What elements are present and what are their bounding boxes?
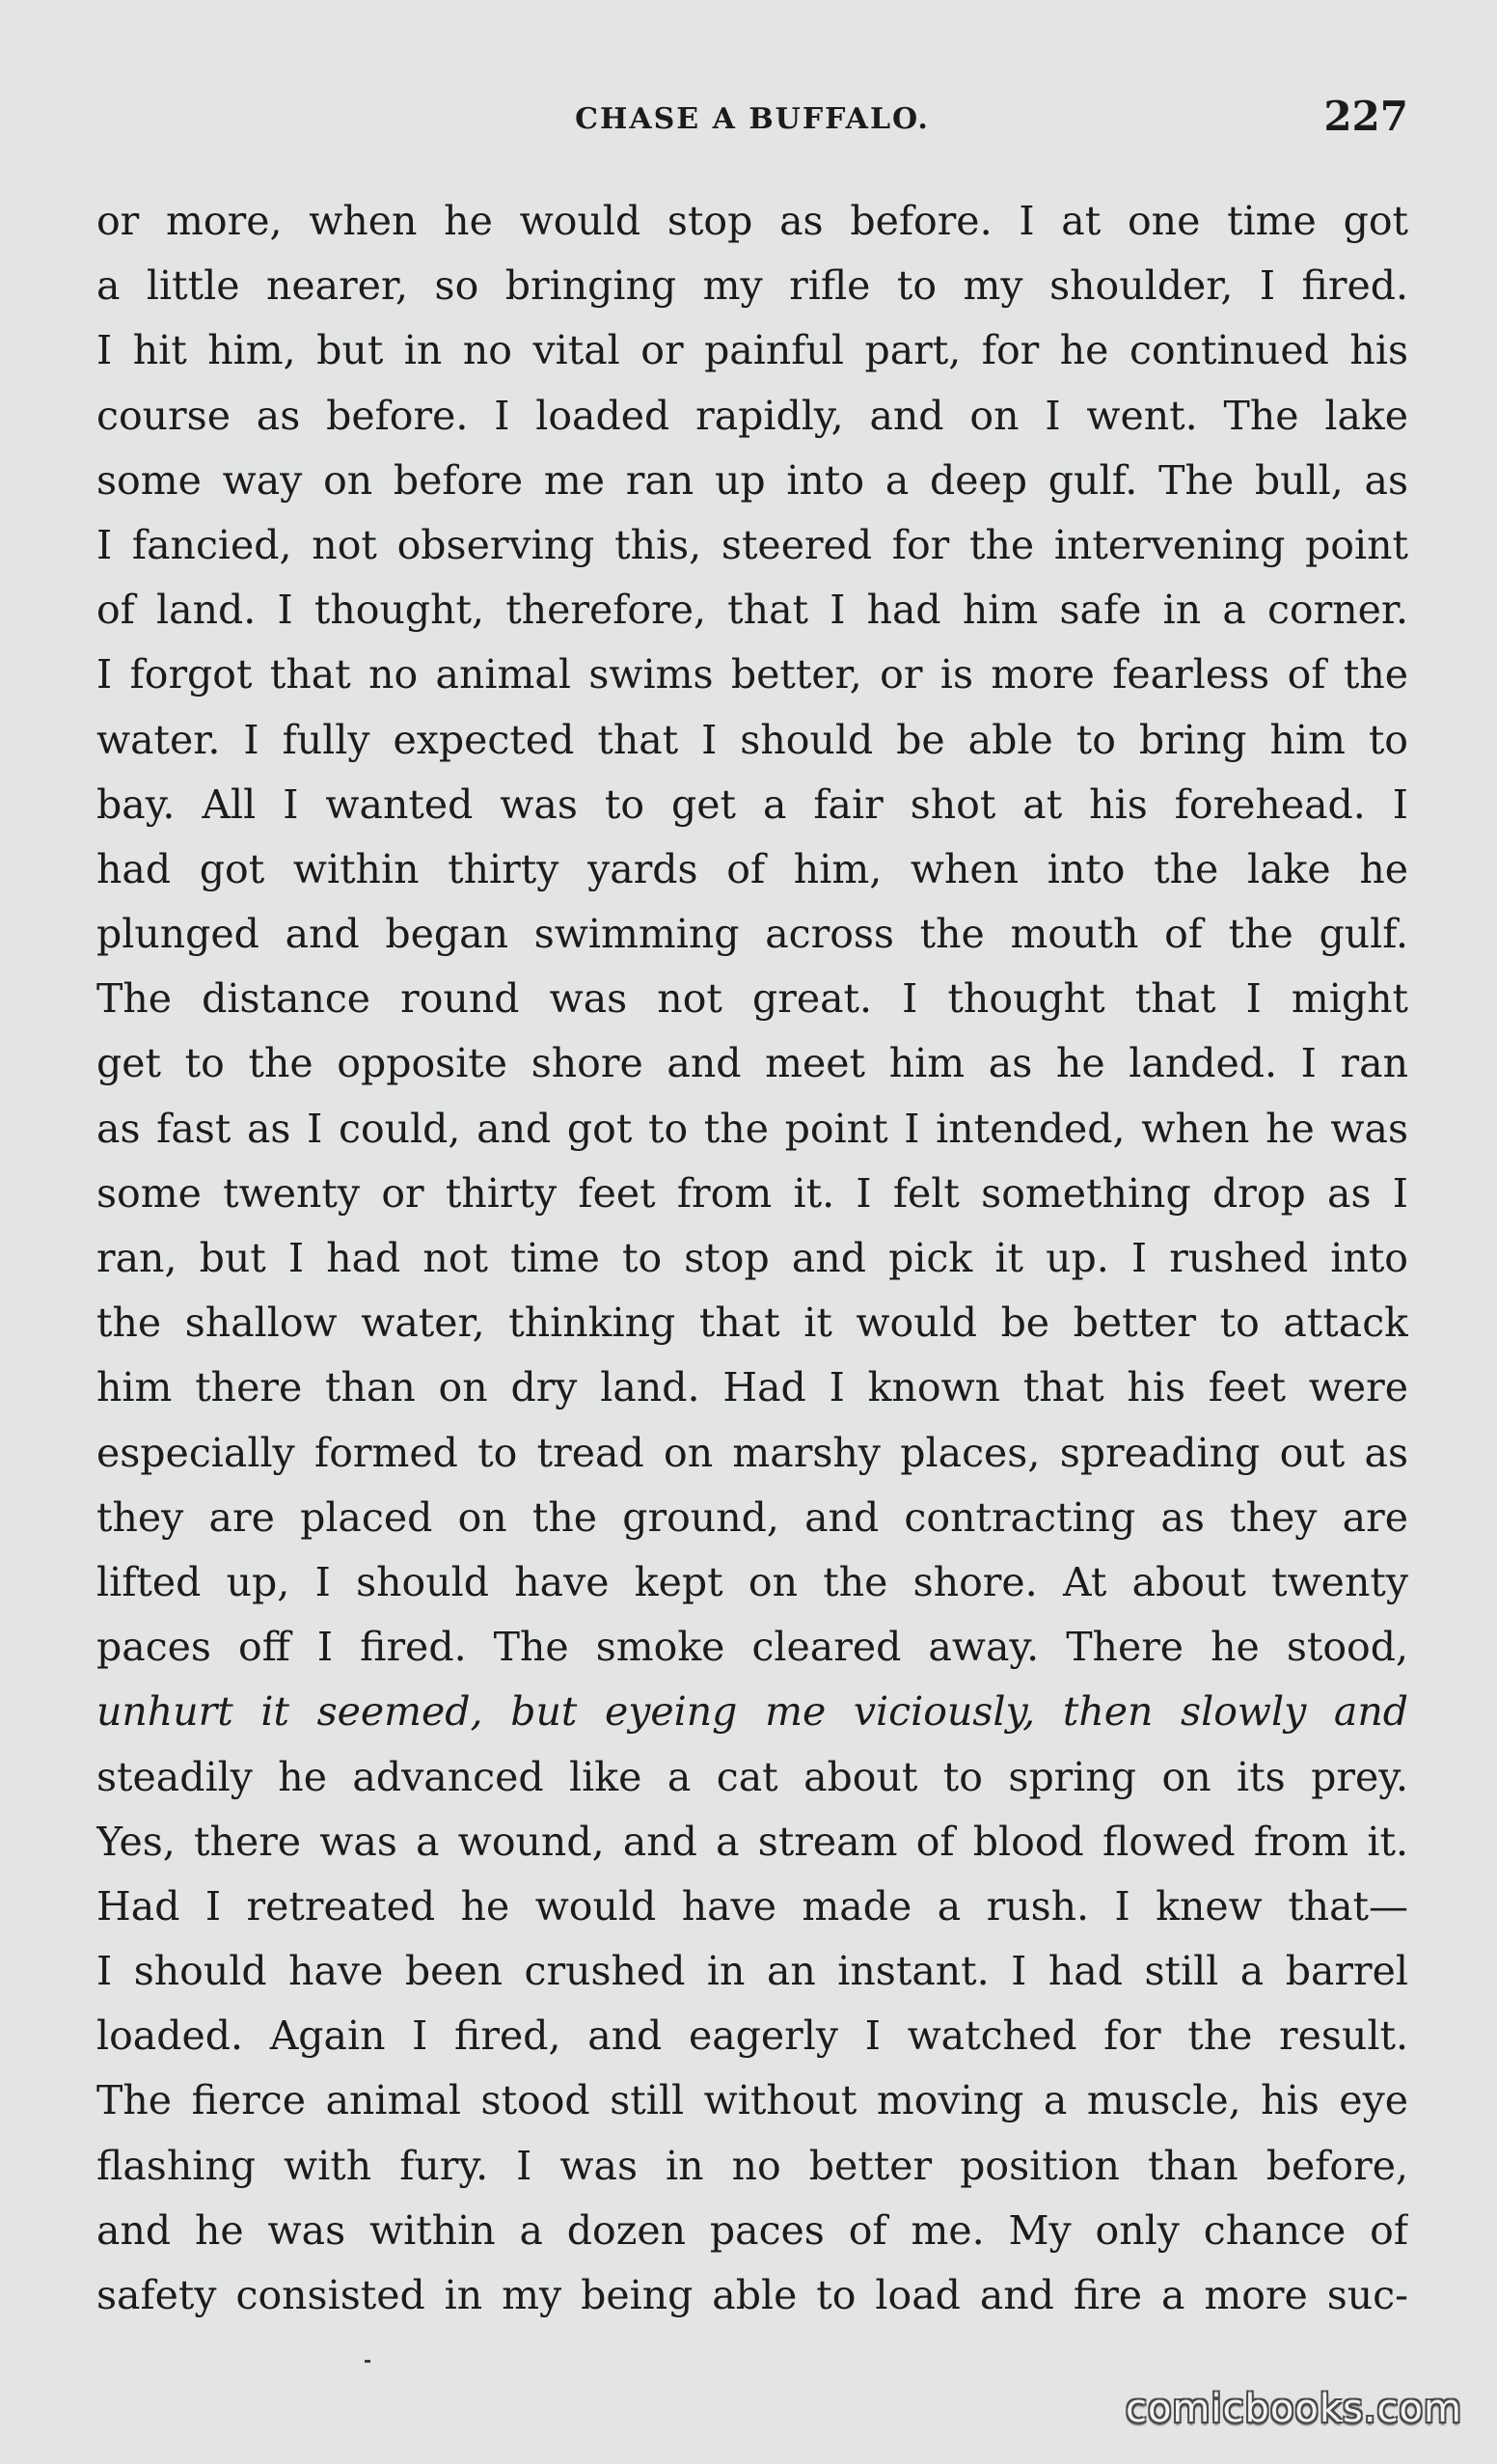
text-line: I hit him, but in no vital or painful part, for he continued his (96, 327, 1408, 374)
text-line: loaded. Again I fired, and eagerly I watched for the result. (96, 2012, 1408, 2060)
running-title: CHASE A BUFFALO. (575, 102, 930, 136)
text-line: safety consisted in my being able to load and fire a more suc- (96, 2272, 1408, 2318)
text-line: bay. All I wanted was to get a fair shot at his forehead. I (96, 780, 1408, 828)
text-line: him there than on dry land. Had I known that his feet were (96, 1364, 1408, 1411)
text-line: some twenty or thirty feet from it. I felt something drop as I (96, 1169, 1408, 1217)
text-line: had got within thirty yards of him, when into the lake he (96, 845, 1408, 892)
watermark: comicbooks.com (1125, 2387, 1462, 2431)
text-line: unhurt it seemed, but eyeing me viciously, then slowly and (96, 1688, 1408, 1736)
text-line: steadily he advanced like a cat about to spring on its prey. (96, 1753, 1408, 1800)
text-line: and he was within a dozen paces of me. My only chance of (96, 2206, 1408, 2254)
text-line: The distance round was not great. I thought that I might (96, 975, 1408, 1023)
text-line: get to the opposite shore and meet him as he landed. I ran (96, 1040, 1408, 1087)
text-line: I forgot that no animal swims better, or is more fearless of the (96, 651, 1408, 698)
print-speck (365, 2360, 370, 2363)
body-text (96, 189, 1408, 2328)
text-line: ran, but I had not time to stop and pick it up. I rushed into (96, 1235, 1408, 1281)
text-line: lifted up, I should have kept on the shore. At about twenty (96, 1558, 1408, 1605)
text-line: some way on before me ran up into a deep gulf. The bull, as (96, 456, 1408, 504)
text-line: Yes, there was a wound, and a stream of blood flowed from it. (96, 1818, 1408, 1865)
text-line: the shallow water, thinking that it would be better to attack (96, 1300, 1408, 1347)
running-head (96, 93, 1408, 151)
text-line: paces off I fired. The smoke cleared away. There he stood, (96, 1624, 1408, 1671)
text-line: plunged and began swimming across the mouth of the gulf. (96, 911, 1408, 958)
text-line: a little nearer, so bringing my rifle to my shoulder, I fired. (96, 262, 1408, 310)
text-line: or more, when he would stop as before. I at one time got (96, 198, 1408, 244)
text-line: The fierce animal stood still without moving a muscle, his eye (96, 2077, 1408, 2124)
text-line: of land. I thought, therefore, that I had him safe in a corner. (96, 587, 1408, 634)
text-line: I fancied, not observing this, steered for the intervening point (96, 521, 1408, 568)
page-number: 227 (1323, 93, 1408, 140)
text-line: especially formed to tread on marshy places, spreading out as (96, 1429, 1408, 1476)
text-line: flashing with fury. I was in no better position than before, (96, 2142, 1408, 2189)
text-line: as fast as I could, and got to the point I intended, when he was (96, 1105, 1408, 1152)
text-line: I should have been crushed in an instant. I had still a barrel (96, 1948, 1408, 1995)
text-line: Had I retreated he would have made a rush. I knew that— (96, 1882, 1408, 1930)
text-line: water. I fully expected that I should be able to bring him to (96, 716, 1408, 763)
text-line: they are placed on the ground, and contracting as they are (96, 1493, 1408, 1541)
text-line: course as before. I loaded rapidly, and on I went. The lake (96, 392, 1408, 439)
